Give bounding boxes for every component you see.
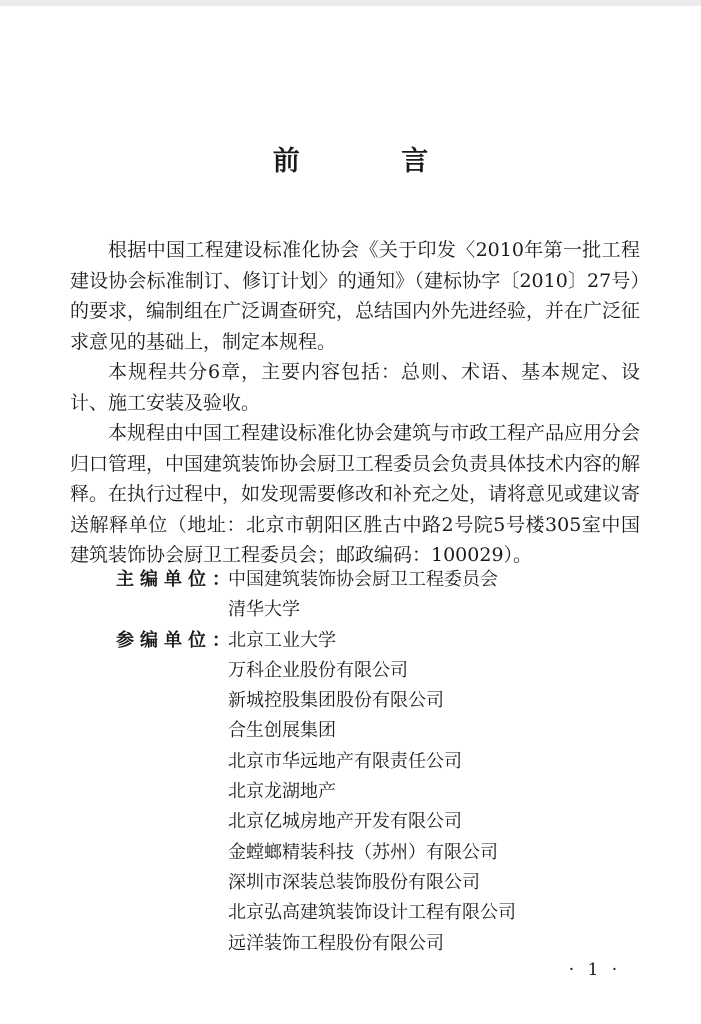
participating-units-label: 参编单位：: [116, 629, 236, 651]
units-section: [116, 565, 656, 959]
chief-units-list: [228, 565, 656, 626]
chief-unit-name: 中国建筑装饰协会厨卫工程委员会: [228, 569, 498, 590]
participating-unit-name: 万科企业股份有限公司: [228, 659, 408, 681]
participating-unit-name: 北京亿城房地产开发有限公司: [228, 811, 462, 833]
participating-unit-name: 金螳螂精装科技（苏州）有限公司: [228, 841, 498, 863]
participating-unit-name: 深圳市深装总装饰股份有限公司: [228, 871, 480, 893]
preface-paragraph-3: 本规程由中国工程建设标准化协会建筑与市政工程产品应用分会归口管理，中国建筑装饰协会厨卫工程委员会负责具体技术内容的解释。在执行过程中，如发现需要修改和补充之处，请将意见或建议寄送解释单位（地址：北京市朝阳区胜古中路2号院5号楼305室中国建筑装饰协会厨卫工程委员会；邮政编码：100029）。: [70, 422, 641, 566]
participating-unit-name: 新城控股集团股份有限公司: [228, 690, 444, 712]
scan-edge: [0, 0, 701, 6]
preface-body: [70, 235, 640, 571]
participating-unit-name: 远洋装饰工程股份有限公司: [228, 932, 444, 954]
page-number: · 1 ·: [568, 960, 622, 980]
chief-units: [116, 565, 656, 626]
participating-unit-name: 北京工业大学: [228, 629, 336, 651]
participating-unit-name: 北京弘高建筑装饰设计工程有限公司: [228, 902, 516, 924]
chief-units-label: 主编单位：: [116, 569, 236, 590]
participating-unit-name: 北京市华远地产有限责任公司: [228, 750, 462, 772]
preface-paragraph-1: 根据中国工程建设标准化协会《关于印发〈2010年第一批工程建设协会标准制订、修订计划〉的通知》（建标协字〔2010〕27号）的要求，编制组在广泛调查研究，总结国内外先进经验，并在广泛征求意见的基础上，制定本规程。: [70, 239, 641, 353]
participating-units: [116, 626, 656, 959]
chief-unit-name: 清华大学: [228, 599, 300, 621]
participating-units-list: [228, 626, 656, 959]
preface-paragraph-2: 本规程共分6章，主要内容包括：总则、术语、基本规定、设计、施工安装及验收。: [70, 361, 640, 414]
participating-unit-name: 合生创展集团: [228, 720, 336, 742]
page-title: 前 言: [272, 146, 475, 177]
participating-unit-name: 北京龙湖地产: [228, 781, 336, 803]
